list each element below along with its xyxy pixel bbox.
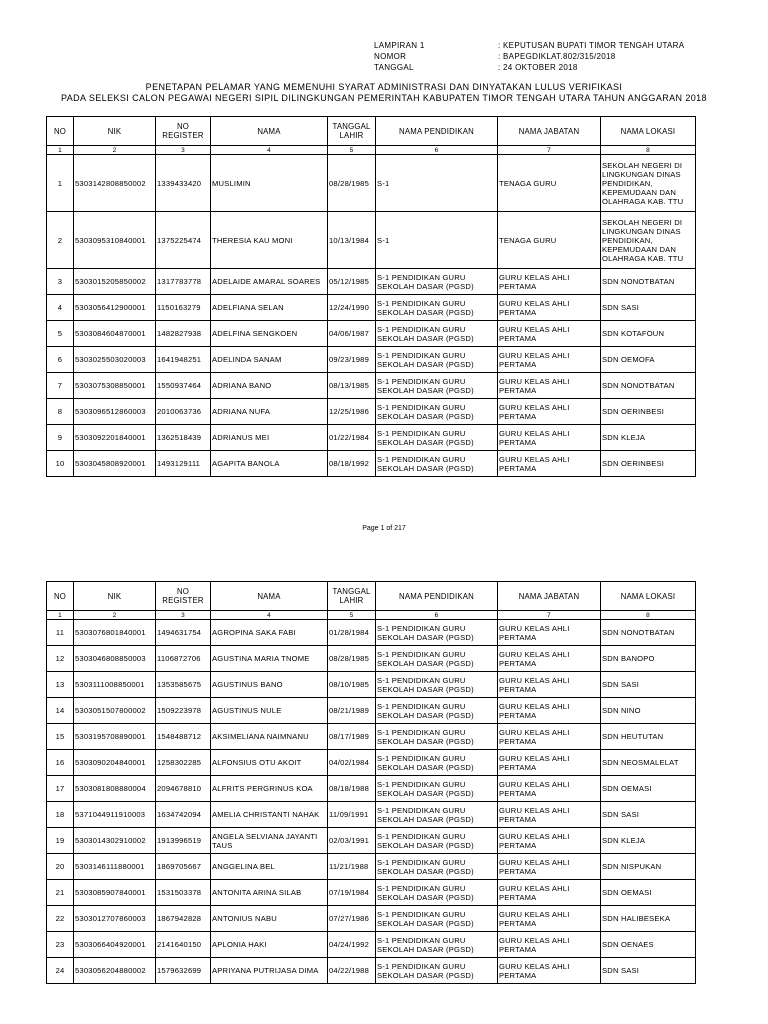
cell-nama-pendidikan: S-1 PENDIDIKAN GURU SEKOLAH DASAR (PGSD) <box>376 776 498 802</box>
cell-nama-lokasi: SDN OERINBESI <box>601 451 696 477</box>
col-number: 2 <box>74 146 156 155</box>
cell-nama-pendidikan: S-1 PENDIDIKAN GURU SEKOLAH DASAR (PGSD) <box>376 451 498 477</box>
cell-nama: THERESIA KAU MONI <box>211 212 328 269</box>
cell-nik: 5303056204880002 <box>74 958 156 984</box>
cell-nik: 5303146111880001 <box>74 854 156 880</box>
table-row <box>47 880 696 906</box>
table-row <box>47 399 696 425</box>
cell-no: 5 <box>47 321 74 347</box>
cell-nama: MUSLIMIN <box>211 155 328 212</box>
col-number: 3 <box>156 146 211 155</box>
cell-nama-lokasi: SDN NONOTBATAN <box>601 373 696 399</box>
cell-nama-pendidikan: S-1 <box>376 212 498 269</box>
cell-nama: ADELAIDE AMARAL SOARES <box>211 269 328 295</box>
cell-nama-pendidikan: S-1 PENDIDIKAN GURU SEKOLAH DASAR (PGSD) <box>376 321 498 347</box>
document-title <box>0 82 768 104</box>
cell-tanggal-lahir: 02/03/1991 <box>328 828 376 854</box>
cell-nik: 5303075308850001 <box>74 373 156 399</box>
cell-no: 9 <box>47 425 74 451</box>
cell-nik: 5303090204840001 <box>74 750 156 776</box>
cell-nama-pendidikan: S-1 PENDIDIKAN GURU SEKOLAH DASAR (PGSD) <box>376 724 498 750</box>
cell-no-register: 1375225474 <box>156 212 211 269</box>
cell-no-register: 1913996519 <box>156 828 211 854</box>
cell-no: 19 <box>47 828 74 854</box>
cell-nama-jabatan: GURU KELAS AHLI PERTAMA <box>498 321 601 347</box>
page-footer: Page 1 of 217 <box>362 525 406 532</box>
cell-nik: 5303084604870001 <box>74 321 156 347</box>
cell-tanggal-lahir: 10/13/1984 <box>328 212 376 269</box>
cell-nama-pendidikan: S-1 <box>376 155 498 212</box>
cell-nik: 5303046808850003 <box>74 646 156 672</box>
cell-no: 20 <box>47 854 74 880</box>
cell-nama-lokasi: SDN KLEJA <box>601 828 696 854</box>
cell-nama-jabatan: GURU KELAS AHLI PERTAMA <box>498 620 601 646</box>
col-number: 4 <box>211 611 328 620</box>
meta-value: : 24 OKTOBER 2018 <box>498 63 578 72</box>
cell-nama-jabatan: GURU KELAS AHLI PERTAMA <box>498 425 601 451</box>
cell-nama-lokasi: SDN SASI <box>601 958 696 984</box>
cell-nama-jabatan: GURU KELAS AHLI PERTAMA <box>498 295 601 321</box>
cell-nama-pendidikan: S-1 PENDIDIKAN GURU SEKOLAH DASAR (PGSD) <box>376 854 498 880</box>
cell-no: 6 <box>47 347 74 373</box>
meta-key: TANGGAL <box>374 63 414 72</box>
cell-nama: AKSIMELIANA NAIMNANU <box>211 724 328 750</box>
cell-nik: 5303081808880004 <box>74 776 156 802</box>
cell-no-register: 2094678810 <box>156 776 211 802</box>
cell-nama-pendidikan: S-1 PENDIDIKAN GURU SEKOLAH DASAR (PGSD) <box>376 932 498 958</box>
col-nik: NIK <box>74 582 156 611</box>
cell-nama-jabatan: GURU KELAS AHLI PERTAMA <box>498 646 601 672</box>
col-number: 4 <box>211 146 328 155</box>
cell-nama: ADELINDA SANAM <box>211 347 328 373</box>
table-row <box>47 672 696 698</box>
table-row <box>47 828 696 854</box>
col-no: NO <box>47 117 74 146</box>
cell-nama: ANTONITA ARINA SILAB <box>211 880 328 906</box>
cell-tanggal-lahir: 08/17/1989 <box>328 724 376 750</box>
cell-nik: 5303195708890001 <box>74 724 156 750</box>
col-number: 1 <box>47 611 74 620</box>
cell-nama-pendidikan: S-1 PENDIDIKAN GURU SEKOLAH DASAR (PGSD) <box>376 750 498 776</box>
cell-nama-jabatan: GURU KELAS AHLI PERTAMA <box>498 958 601 984</box>
cell-nama-lokasi: SDN NISPUKAN <box>601 854 696 880</box>
cell-no: 23 <box>47 932 74 958</box>
cell-nama-pendidikan: S-1 PENDIDIKAN GURU SEKOLAH DASAR (PGSD) <box>376 646 498 672</box>
cell-nama-jabatan: GURU KELAS AHLI PERTAMA <box>498 347 601 373</box>
cell-nik: 5303056412900001 <box>74 295 156 321</box>
cell-tanggal-lahir: 08/18/1988 <box>328 776 376 802</box>
cell-tanggal-lahir: 01/22/1984 <box>328 425 376 451</box>
cell-nama-jabatan: GURU KELAS AHLI PERTAMA <box>498 672 601 698</box>
table-body-page-1 <box>47 155 696 477</box>
cell-nik: 5303095310840001 <box>74 212 156 269</box>
cell-no-register: 1353585675 <box>156 672 211 698</box>
cell-no-register: 1482827938 <box>156 321 211 347</box>
cell-nik: 5303014302910002 <box>74 828 156 854</box>
cell-nama-lokasi: SDN HALIBESEKA <box>601 906 696 932</box>
cell-nama-pendidikan: S-1 PENDIDIKAN GURU SEKOLAH DASAR (PGSD) <box>376 880 498 906</box>
cell-nama: AGUSTINUS BANO <box>211 672 328 698</box>
col-number: 7 <box>498 611 601 620</box>
col-number: 8 <box>601 146 696 155</box>
col-nama-lokasi: NAMA LOKASI <box>601 582 696 611</box>
cell-nama: ANTONIUS NABU <box>211 906 328 932</box>
cell-nama: AGUSTINA MARIA TNOME <box>211 646 328 672</box>
col-nama-jabatan: NAMA JABATAN <box>498 117 601 146</box>
col-nama-lokasi: NAMA LOKASI <box>601 117 696 146</box>
cell-nama-pendidikan: S-1 PENDIDIKAN GURU SEKOLAH DASAR (PGSD) <box>376 906 498 932</box>
cell-nama-lokasi: SDN SASI <box>601 672 696 698</box>
cell-nama-jabatan: GURU KELAS AHLI PERTAMA <box>498 698 601 724</box>
cell-tanggal-lahir: 09/23/1989 <box>328 347 376 373</box>
table-row <box>47 958 696 984</box>
applicant-table-page-2 <box>46 581 696 984</box>
cell-no: 11 <box>47 620 74 646</box>
cell-nama-pendidikan: S-1 PENDIDIKAN GURU SEKOLAH DASAR (PGSD) <box>376 698 498 724</box>
table-row <box>47 425 696 451</box>
cell-no-register: 1258302285 <box>156 750 211 776</box>
table-row <box>47 295 696 321</box>
table-row <box>47 646 696 672</box>
cell-tanggal-lahir: 05/12/1985 <box>328 269 376 295</box>
cell-no-register: 1867942828 <box>156 906 211 932</box>
cell-nama-lokasi: SEKOLAH NEGERI DI LINGKUNGAN DINAS PENDIDIKAN, KEPEMUDAAN DAN OLAHRAGA KAB. TTU <box>601 212 696 269</box>
cell-tanggal-lahir: 08/13/1985 <box>328 373 376 399</box>
cell-nik: 5303085907840001 <box>74 880 156 906</box>
col-nik: NIK <box>74 117 156 146</box>
meta-key: NOMOR <box>374 52 407 61</box>
cell-nama-pendidikan: S-1 PENDIDIKAN GURU SEKOLAH DASAR (PGSD) <box>376 828 498 854</box>
col-number: 6 <box>376 146 498 155</box>
meta-key: LAMPIRAN 1 <box>374 41 425 50</box>
table-row <box>47 321 696 347</box>
cell-nama-lokasi: SDN SASI <box>601 295 696 321</box>
cell-tanggal-lahir: 11/09/1991 <box>328 802 376 828</box>
cell-no: 22 <box>47 906 74 932</box>
cell-tanggal-lahir: 08/28/1985 <box>328 155 376 212</box>
cell-nik: 5303045808920001 <box>74 451 156 477</box>
col-no: NO <box>47 582 74 611</box>
col-nama-pendidikan: NAMA PENDIDIKAN <box>376 582 498 611</box>
table-row <box>47 906 696 932</box>
cell-nama-pendidikan: S-1 PENDIDIKAN GURU SEKOLAH DASAR (PGSD) <box>376 958 498 984</box>
cell-no: 1 <box>47 155 74 212</box>
col-number: 6 <box>376 611 498 620</box>
cell-nama: ALFONSIUS OTU AKOIT <box>211 750 328 776</box>
cell-nik: 5371044911910003 <box>74 802 156 828</box>
cell-nama: AGROPINA SAKA FABI <box>211 620 328 646</box>
table-row <box>47 698 696 724</box>
table-row <box>47 854 696 880</box>
cell-nama-jabatan: GURU KELAS AHLI PERTAMA <box>498 776 601 802</box>
cell-nik: 5303012707860003 <box>74 906 156 932</box>
cell-nama-pendidikan: S-1 PENDIDIKAN GURU SEKOLAH DASAR (PGSD) <box>376 620 498 646</box>
table-row <box>47 750 696 776</box>
col-number: 2 <box>74 611 156 620</box>
title-line-1: PENETAPAN PELAMAR YANG MEMENUHI SYARAT ADMINISTRASI DAN DINYATAKAN LULUS VERIFIKASI <box>145 82 623 92</box>
cell-no-register: 1531503378 <box>156 880 211 906</box>
cell-nama: ANGELA SELVIANA JAYANTI TAUS <box>211 828 328 854</box>
cell-no-register: 1317783778 <box>156 269 211 295</box>
cell-nama-pendidikan: S-1 PENDIDIKAN GURU SEKOLAH DASAR (PGSD) <box>376 672 498 698</box>
cell-no-register: 1362518439 <box>156 425 211 451</box>
meta-row-lampiran <box>374 40 684 51</box>
cell-nama-jabatan: GURU KELAS AHLI PERTAMA <box>498 750 601 776</box>
cell-no: 15 <box>47 724 74 750</box>
cell-nama-jabatan: GURU KELAS AHLI PERTAMA <box>498 880 601 906</box>
cell-nama-lokasi: SDN OERINBESI <box>601 399 696 425</box>
meta-value: : BAPEGDIKLAT.802/315/2018 <box>498 52 616 61</box>
cell-nama-pendidikan: S-1 PENDIDIKAN GURU SEKOLAH DASAR (PGSD) <box>376 425 498 451</box>
cell-nama-pendidikan: S-1 PENDIDIKAN GURU SEKOLAH DASAR (PGSD) <box>376 373 498 399</box>
document-meta <box>374 40 684 73</box>
header-row <box>47 582 696 611</box>
cell-no: 10 <box>47 451 74 477</box>
col-nama: NAMA <box>211 582 328 611</box>
column-number-row <box>47 146 696 155</box>
cell-nama-pendidikan: S-1 PENDIDIKAN GURU SEKOLAH DASAR (PGSD) <box>376 802 498 828</box>
applicant-table-page-1 <box>46 116 696 477</box>
cell-nama: ALFRITS PERGRINUS KOA <box>211 776 328 802</box>
cell-nama: AMELIA CHRISTANTI NAHAK <box>211 802 328 828</box>
cell-no: 12 <box>47 646 74 672</box>
cell-nama-pendidikan: S-1 PENDIDIKAN GURU SEKOLAH DASAR (PGSD) <box>376 399 498 425</box>
cell-nik: 5303066404920001 <box>74 932 156 958</box>
table-row <box>47 155 696 212</box>
cell-tanggal-lahir: 12/25/1986 <box>328 399 376 425</box>
column-number-row <box>47 611 696 620</box>
cell-nik: 5303111008850001 <box>74 672 156 698</box>
cell-tanggal-lahir: 08/10/1985 <box>328 672 376 698</box>
col-nama-pendidikan: NAMA PENDIDIKAN <box>376 117 498 146</box>
cell-no: 18 <box>47 802 74 828</box>
cell-nama: ADELFINA SENGKOEN <box>211 321 328 347</box>
cell-nama-lokasi: SDN OEMASI <box>601 880 696 906</box>
cell-nama-pendidikan: S-1 PENDIDIKAN GURU SEKOLAH DASAR (PGSD) <box>376 347 498 373</box>
col-nama-jabatan: NAMA JABATAN <box>498 582 601 611</box>
cell-no: 4 <box>47 295 74 321</box>
col-tanggal-lahir: TANGGAL LAHIR <box>328 582 376 611</box>
cell-nama: AGAPITA BANOLA <box>211 451 328 477</box>
cell-nama: ADELFIANA SELAN <box>211 295 328 321</box>
cell-nama-pendidikan: S-1 PENDIDIKAN GURU SEKOLAH DASAR (PGSD) <box>376 269 498 295</box>
cell-nama-jabatan: TENAGA GURU <box>498 155 601 212</box>
cell-nama-lokasi: SEKOLAH NEGERI DI LINGKUNGAN DINAS PENDIDIKAN, KEPEMUDAAN DAN OLAHRAGA KAB. TTU <box>601 155 696 212</box>
cell-tanggal-lahir: 07/19/1984 <box>328 880 376 906</box>
cell-tanggal-lahir: 11/21/1988 <box>328 854 376 880</box>
cell-no-register: 1548488712 <box>156 724 211 750</box>
cell-tanggal-lahir: 08/21/1989 <box>328 698 376 724</box>
cell-no-register: 1579632699 <box>156 958 211 984</box>
cell-nama-jabatan: TENAGA GURU <box>498 212 601 269</box>
cell-nama-lokasi: SDN NEOSMALELAT <box>601 750 696 776</box>
cell-nama-jabatan: GURU KELAS AHLI PERTAMA <box>498 373 601 399</box>
cell-no-register: 1493129111 <box>156 451 211 477</box>
meta-row-tanggal <box>374 62 684 73</box>
cell-no-register: 1641948251 <box>156 347 211 373</box>
cell-nama-lokasi: SDN OEMASI <box>601 776 696 802</box>
cell-nama-jabatan: GURU KELAS AHLI PERTAMA <box>498 399 601 425</box>
table-row <box>47 776 696 802</box>
col-number: 5 <box>328 146 376 155</box>
cell-nama: ADRIANUS MEI <box>211 425 328 451</box>
cell-nama: APLONIA HAKI <box>211 932 328 958</box>
col-tanggal-lahir: TANGGAL LAHIR <box>328 117 376 146</box>
cell-nama-jabatan: GURU KELAS AHLI PERTAMA <box>498 854 601 880</box>
cell-nama: APRIYANA PUTRIJASA DIMA <box>211 958 328 984</box>
cell-nik: 5303076801840001 <box>74 620 156 646</box>
cell-no-register: 1869705667 <box>156 854 211 880</box>
cell-tanggal-lahir: 12/24/1990 <box>328 295 376 321</box>
table-row <box>47 269 696 295</box>
cell-no-register: 2141640150 <box>156 932 211 958</box>
cell-nik: 5303025503020003 <box>74 347 156 373</box>
col-number: 3 <box>156 611 211 620</box>
cell-no: 17 <box>47 776 74 802</box>
table-row <box>47 620 696 646</box>
cell-nama-lokasi: SDN BANOPO <box>601 646 696 672</box>
col-number: 5 <box>328 611 376 620</box>
cell-nama-jabatan: GURU KELAS AHLI PERTAMA <box>498 828 601 854</box>
cell-tanggal-lahir: 01/28/1984 <box>328 620 376 646</box>
cell-nik: 5303051507800002 <box>74 698 156 724</box>
cell-nama-lokasi: SDN NONOTBATAN <box>601 620 696 646</box>
cell-nama-lokasi: SDN KOTAFOUN <box>601 321 696 347</box>
cell-no-register: 1106872706 <box>156 646 211 672</box>
cell-no: 21 <box>47 880 74 906</box>
cell-nama-lokasi: SDN NONOTBATAN <box>601 269 696 295</box>
cell-nama-jabatan: GURU KELAS AHLI PERTAMA <box>498 932 601 958</box>
cell-nama-jabatan: GURU KELAS AHLI PERTAMA <box>498 451 601 477</box>
col-nama: NAMA <box>211 117 328 146</box>
cell-tanggal-lahir: 04/22/1988 <box>328 958 376 984</box>
meta-value: : KEPUTUSAN BUPATI TIMOR TENGAH UTARA <box>498 41 685 50</box>
cell-nama-jabatan: GURU KELAS AHLI PERTAMA <box>498 269 601 295</box>
cell-no: 24 <box>47 958 74 984</box>
table-row <box>47 373 696 399</box>
table-row <box>47 212 696 269</box>
table-row <box>47 932 696 958</box>
cell-no: 13 <box>47 672 74 698</box>
table-row <box>47 724 696 750</box>
table-row <box>47 347 696 373</box>
col-number: 1 <box>47 146 74 155</box>
cell-nama-jabatan: GURU KELAS AHLI PERTAMA <box>498 724 601 750</box>
table-row <box>47 802 696 828</box>
cell-tanggal-lahir: 04/24/1992 <box>328 932 376 958</box>
cell-no-register: 1509223978 <box>156 698 211 724</box>
cell-no: 7 <box>47 373 74 399</box>
cell-no: 2 <box>47 212 74 269</box>
cell-tanggal-lahir: 08/18/1992 <box>328 451 376 477</box>
cell-nama-lokasi: SDN SASI <box>601 802 696 828</box>
col-number: 8 <box>601 611 696 620</box>
cell-nik: 5303096512860003 <box>74 399 156 425</box>
col-number: 7 <box>498 146 601 155</box>
header-row <box>47 117 696 146</box>
cell-nama-lokasi: SDN OENAES <box>601 932 696 958</box>
cell-nama: AGUSTINUS NULE <box>211 698 328 724</box>
cell-no-register: 2010063736 <box>156 399 211 425</box>
cell-no-register: 1550937464 <box>156 373 211 399</box>
col-no-register: NO REGISTER <box>156 582 211 611</box>
cell-no: 8 <box>47 399 74 425</box>
cell-no-register: 1150163279 <box>156 295 211 321</box>
cell-no-register: 1339433420 <box>156 155 211 212</box>
cell-nama: ADRIANA NUFA <box>211 399 328 425</box>
cell-no: 3 <box>47 269 74 295</box>
cell-nama: ANGGELINA BEL <box>211 854 328 880</box>
cell-tanggal-lahir: 07/27/1986 <box>328 906 376 932</box>
cell-tanggal-lahir: 08/28/1985 <box>328 646 376 672</box>
cell-nama: ADRIANA BANO <box>211 373 328 399</box>
cell-nama-lokasi: SDN KLEJA <box>601 425 696 451</box>
cell-nama-jabatan: GURU KELAS AHLI PERTAMA <box>498 802 601 828</box>
col-no-register: NO REGISTER <box>156 117 211 146</box>
cell-tanggal-lahir: 04/02/1984 <box>328 750 376 776</box>
cell-nama-lokasi: SDN OEMOFA <box>601 347 696 373</box>
cell-no-register: 1634742094 <box>156 802 211 828</box>
meta-row-nomor <box>374 51 684 62</box>
cell-nama-pendidikan: S-1 PENDIDIKAN GURU SEKOLAH DASAR (PGSD) <box>376 295 498 321</box>
table-row <box>47 451 696 477</box>
cell-nik: 5303015205850002 <box>74 269 156 295</box>
cell-tanggal-lahir: 04/06/1987 <box>328 321 376 347</box>
title-line-2: PADA SELEKSI CALON PEGAWAI NEGERI SIPIL DILINGKUNGAN PEMERINTAH KABUPATEN TIMOR TENGAH UTARA TAHUN ANGGARAN 2018 <box>61 93 707 103</box>
cell-nik: 5303142808850002 <box>74 155 156 212</box>
cell-nama-jabatan: GURU KELAS AHLI PERTAMA <box>498 906 601 932</box>
cell-no-register: 1494631754 <box>156 620 211 646</box>
table-body-page-2 <box>47 620 696 984</box>
cell-no: 16 <box>47 750 74 776</box>
cell-nama-lokasi: SDN HEUTUTAN <box>601 724 696 750</box>
cell-nik: 5303092201840001 <box>74 425 156 451</box>
cell-nama-lokasi: SDN NINO <box>601 698 696 724</box>
cell-no: 14 <box>47 698 74 724</box>
